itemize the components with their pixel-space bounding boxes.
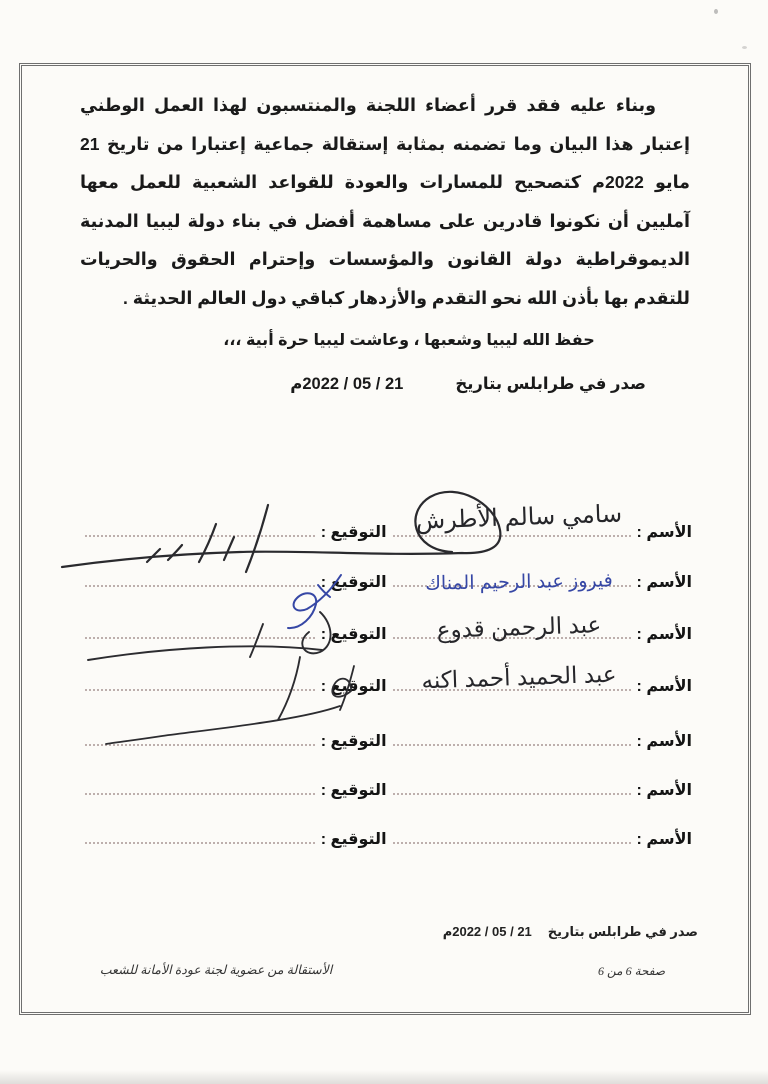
- handwritten-name-4: عبد الحميد أحمد اكنه: [421, 660, 617, 694]
- signature-row: [85, 514, 692, 544]
- prayer-line: حفظ الله ليبيا وشعبها ، وعاشت ليبيا حرة أبية ،،،: [223, 332, 595, 349]
- signature-row: [85, 668, 692, 698]
- signature-label: التوقيع :: [320, 831, 387, 848]
- handwritten-name-2: فيروز عبد الرحيم المناك: [425, 570, 613, 595]
- name-label: الأسم :: [636, 524, 692, 541]
- signature-dotted-line: [85, 841, 315, 844]
- name-dotted-line: [393, 584, 631, 587]
- signature-dotted-line: [85, 688, 315, 691]
- name-dotted-line: [393, 743, 631, 746]
- signature-dotted-line: [85, 743, 315, 746]
- name-dotted-line: [393, 792, 631, 795]
- signature-dotted-line: [85, 792, 315, 795]
- name-label: الأسم :: [636, 782, 692, 799]
- footer-issued-line: [443, 924, 698, 940]
- issued-line: [290, 374, 646, 394]
- footer-page-number: صفحة 6 من 6: [598, 964, 666, 978]
- name-label: الأسم :: [636, 626, 692, 643]
- footer-issued-date: 21 / 05 / 2022م: [442, 924, 532, 939]
- footer-document-title: الأستقالة من عضوية لجنة عودة الأمانة للشعب: [99, 963, 333, 977]
- scan-speck: [714, 9, 718, 14]
- name-dotted-line: [393, 841, 631, 844]
- signature-dotted-line: [85, 534, 315, 537]
- signature-label: التوقيع :: [320, 782, 387, 799]
- signature-label: التوقيع :: [320, 733, 387, 750]
- name-label: الأسم :: [636, 574, 692, 591]
- signature-row: [85, 772, 692, 802]
- issued-date: 21 / 05 / 2022م: [290, 375, 404, 393]
- handwritten-name-1: سامي سالم الأطرش: [415, 500, 623, 535]
- signature-dotted-line: [85, 584, 315, 587]
- footer-issued-prefix: صدر في طرابلس بتاريخ: [547, 924, 698, 939]
- handwritten-name-3: عبد الرحمن قدوع: [436, 611, 602, 643]
- name-dotted-line: [393, 636, 631, 639]
- signature-row: [85, 616, 692, 646]
- name-label: الأسم :: [636, 678, 692, 695]
- signature-label: التوقيع :: [320, 626, 387, 643]
- signature-row: [85, 564, 692, 594]
- signature-label: التوقيع :: [320, 574, 387, 591]
- name-dotted-line: [393, 534, 631, 537]
- signature-row: [85, 723, 692, 753]
- name-dotted-line: [393, 688, 631, 691]
- name-label: الأسم :: [636, 733, 692, 750]
- scan-speck: [742, 46, 747, 49]
- name-label: الأسم :: [636, 831, 692, 848]
- signature-dotted-line: [85, 636, 315, 639]
- issued-prefix: صدر في طرابلس بتاريخ: [455, 375, 646, 393]
- signature-row: [85, 821, 692, 851]
- statement-paragraph: وبناء عليه فقد قرر أعضاء اللجنة والمنتسبون لهذا العمل الوطني إعتبار هذا البيان وما تضمنه بمثابة إستقالة جماعية إعتبارا من تاريخ 21 مايو 2022م كتصحيح للمسارات والعودة للقواعد الشعبية للعمل معها آمليين أن نكونوا قادرين على مساهمة أفضل في بناء دولة ليبيا المدنية الديموقراطية دولة القانون والمؤسسات وإحترام الحقوق والحريات للتقدم بها بأذن الله نحو التقدم والأزدهار كباقي دول العالم الحديثة .: [80, 95, 690, 308]
- scan-edge-shadow: [0, 1070, 768, 1084]
- signature-label: التوقيع :: [320, 678, 387, 695]
- signature-label: التوقيع :: [320, 524, 387, 541]
